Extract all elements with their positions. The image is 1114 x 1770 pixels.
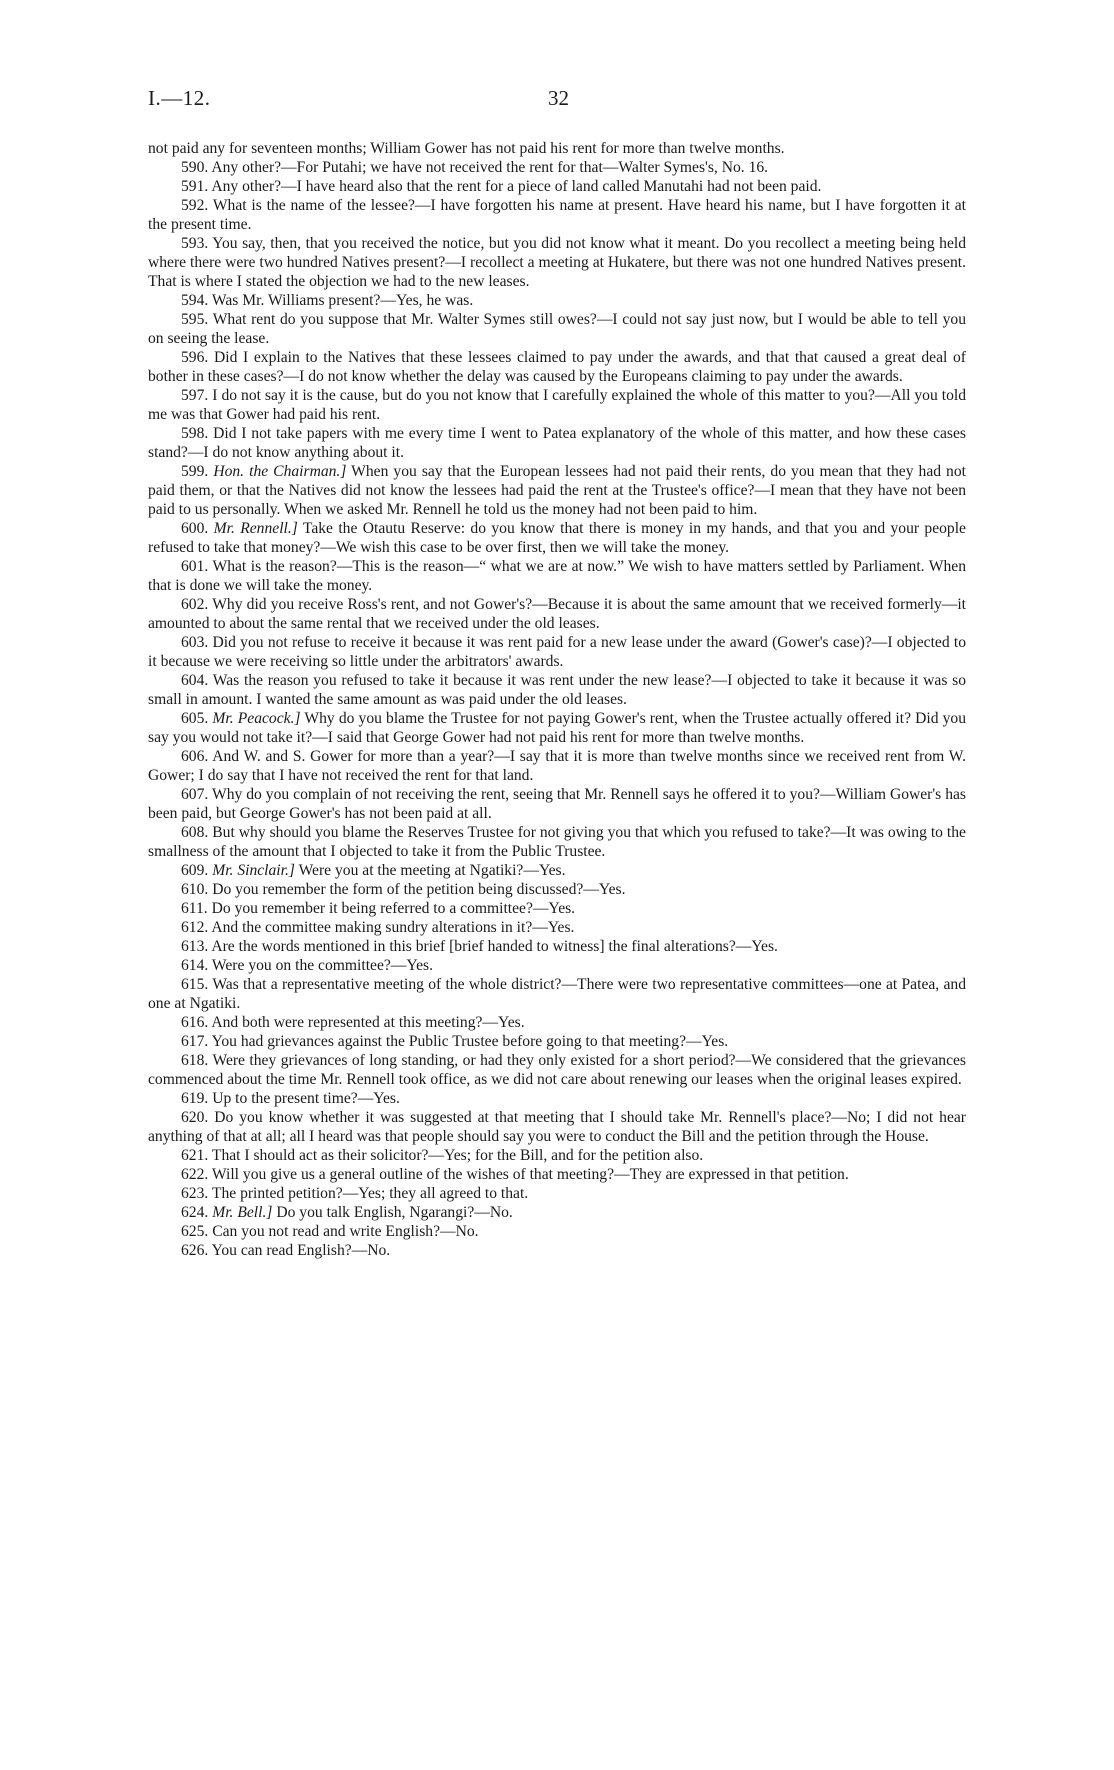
evidence-paragraph	[148, 177, 966, 196]
paragraph-text: not paid any for seventeen months; William Gower has not paid his rent for more than twelve months.	[148, 140, 785, 157]
paragraph-text: When you say that the European lessees had not paid their rents, do you mean that they had not paid them, or that the Natives did not know the lessees had paid the rent at the Trustee's office?—I mean that they have not been paid to us personally. When we asked Mr. Rennell he told us the money had not been paid to him.	[148, 463, 966, 518]
question-number: 617.	[181, 1033, 209, 1050]
paragraph-text: Do you remember it being referred to a committee?—Yes.	[211, 900, 576, 917]
question-number: 596.	[181, 349, 209, 366]
paragraph-text: Was Mr. Williams present?—Yes, he was.	[211, 292, 474, 309]
paragraph-text: What rent do you suppose that Mr. Walter Symes still owes?—I could not say just now, but I would be able to tell you on seeing the lease.	[148, 311, 967, 347]
question-number: 604.	[181, 672, 209, 689]
paragraph-text: Do you remember the form of the petition being discussed?—Yes.	[212, 881, 626, 898]
paragraph-text: I do not say it is the cause, but do you not know that I carefully explained the whole of this matter to you?—All you told me was that Gower had paid his rent.	[148, 387, 967, 423]
paragraph-text: Take the Otautu Reserve: do you know that there is money in my hands, and that you and your people refused to take that money?—We wish this case to be over first, then we will take the money.	[148, 520, 966, 556]
evidence-paragraph	[148, 1165, 966, 1184]
speaker-name: Hon. the Chairman.]	[213, 463, 347, 480]
question-number: 592.	[181, 197, 209, 214]
paragraph-text: Why do you complain of not receiving the rent, seeing that Mr. Rennell says he offered it to you?—William Gower's has been paid, but George Gower's has not been paid at all.	[148, 786, 966, 822]
question-number: 621.	[181, 1147, 209, 1164]
evidence-paragraph	[148, 1184, 966, 1203]
evidence-paragraph	[148, 899, 966, 918]
paragraph-text: Were you on the committee?—Yes.	[211, 957, 433, 974]
paragraph-text: That I should act as their solicitor?—Yes; for the Bill, and for the petition also.	[211, 1147, 704, 1164]
evidence-paragraph	[148, 519, 966, 557]
paragraph-text: And both were represented at this meeting?—Yes.	[211, 1014, 525, 1031]
question-number: 612.	[181, 919, 209, 936]
question-number: 608.	[181, 824, 209, 841]
question-number: 615.	[181, 976, 209, 993]
question-number: 616.	[181, 1014, 209, 1031]
question-number: 603.	[181, 634, 209, 651]
evidence-paragraph	[148, 671, 966, 709]
paragraph-text: You can read English?—No.	[211, 1242, 391, 1259]
evidence-paragraph	[148, 234, 966, 291]
evidence-paragraph	[148, 880, 966, 899]
question-number: 611.	[181, 900, 208, 917]
question-number: 622.	[181, 1166, 209, 1183]
paragraph-text: Are the words mentioned in this brief [brief handed to witness] the final alterations?—Yes.	[211, 938, 778, 955]
question-number: 613.	[181, 938, 209, 955]
question-number: 626.	[181, 1242, 209, 1259]
question-number: 620.	[181, 1109, 209, 1126]
evidence-paragraph	[148, 937, 966, 956]
evidence-paragraph	[148, 1013, 966, 1032]
question-number: 599.	[181, 463, 209, 480]
question-number: 607.	[181, 786, 209, 803]
evidence-paragraph	[148, 1146, 966, 1165]
question-number: 602.	[181, 596, 209, 613]
paragraph-text: Why did you receive Ross's rent, and not Gower's?—Because it is about the same amount that we received formerly—it amounted to about the same rental that we received under the old leases.	[148, 596, 967, 632]
paragraph-text: The printed petition?—Yes; they all agreed to that.	[211, 1185, 529, 1202]
evidence-paragraph	[148, 1051, 966, 1089]
evidence-paragraph	[148, 462, 966, 519]
question-number: 601.	[181, 558, 209, 575]
question-number: 609.	[181, 862, 209, 879]
question-number: 598.	[181, 425, 209, 442]
evidence-paragraph	[148, 291, 966, 310]
paragraph-text: You had grievances against the Public Trustee before going to that meeting?—Yes.	[211, 1033, 729, 1050]
paragraph-text: Any other?—For Putahi; we have not received the rent for that—Walter Symes's, No. 16.	[211, 159, 769, 176]
question-number: 591.	[181, 178, 209, 195]
evidence-paragraph	[148, 595, 966, 633]
paragraph-text: You say, then, that you received the notice, but you did not know what it meant. Do you recollect a meeting being held where there were two hundred Natives present?—I recollect a meeting at Hukatere, but there was not one hundred Natives present. That is where I stated the objection we had to the new leases.	[148, 235, 966, 290]
question-number: 624.	[181, 1204, 209, 1221]
question-number: 618.	[181, 1052, 209, 1069]
evidence-paragraph	[148, 956, 966, 975]
evidence-paragraph	[148, 747, 966, 785]
evidence-paragraph	[148, 1222, 966, 1241]
evidence-paragraph	[148, 424, 966, 462]
evidence-paragraph	[148, 975, 966, 1013]
speaker-name: Mr. Rennell.]	[213, 520, 298, 537]
document-reference: I.—12.	[148, 86, 211, 110]
paragraph-text: Any other?—I have heard also that the rent for a piece of land called Manutahi had not been paid.	[211, 178, 822, 195]
paragraph-text: Were you at the meeting at Ngatiki?—Yes.	[298, 862, 566, 879]
speaker-name: Mr. Bell.]	[212, 1204, 273, 1221]
evidence-paragraph	[148, 1241, 966, 1260]
evidence-paragraph	[148, 823, 966, 861]
question-number: 595.	[181, 311, 209, 328]
question-number: 590.	[181, 159, 209, 176]
evidence-paragraph	[148, 1032, 966, 1051]
paragraph-text: What is the reason?—This is the reason—“ what we are at now.” We wish to have matters settled by Parliament. When that is done we will take the money.	[148, 558, 966, 594]
speaker-name: Mr. Sinclair.]	[212, 862, 295, 879]
paragraph-text: Can you not read and write English?—No.	[212, 1223, 479, 1240]
paragraph-text: Were they grievances of long standing, or had they only existed for a short period?—We considered that the grievances commenced about the time Mr. Rennell took office, as we did not care about renewing our leases when the original leases expired.	[148, 1052, 966, 1088]
paragraph-text: Did you not refuse to receive it because it was rent paid for a new lease under the award (Gower's case)?—I objected to it because we were receiving so little under the arbitrators' awards.	[148, 634, 966, 670]
evidence-paragraph	[148, 196, 966, 234]
question-number: 623.	[181, 1185, 209, 1202]
evidence-paragraph	[148, 1089, 966, 1108]
evidence-paragraph	[148, 1203, 966, 1222]
question-number: 600.	[181, 520, 209, 537]
paragraph-text: Did I not take papers with me every time I went to Patea explanatory of the whole of this matter, and how these cases stand?—I do not know anything about it.	[148, 425, 966, 461]
question-number: 593.	[181, 235, 209, 252]
paragraph-text: Was the reason you refused to take it because it was rent under the new lease?—I objected to take it because it was so small in amount. I wanted the same amount as was paid under the old leases.	[148, 672, 967, 708]
evidence-paragraph	[148, 1108, 966, 1146]
question-number: 597.	[181, 387, 209, 404]
evidence-text	[148, 139, 966, 1260]
question-number: 610.	[181, 881, 209, 898]
question-number: 619.	[181, 1090, 209, 1107]
evidence-paragraph	[148, 348, 966, 386]
paragraph-text: Was that a representative meeting of the whole district?—There were two representative committees—one at Patea, and one at Ngatiki.	[148, 976, 966, 1012]
evidence-paragraph	[148, 785, 966, 823]
paragraph-text: But why should you blame the Reserves Trustee for not giving you that which you refused to take?—It was owing to the smallness of the amount that I objected to take it from the Public Trustee.	[148, 824, 966, 860]
paragraph-text: Will you give us a general outline of the wishes of that meeting?—They are expressed in that petition.	[211, 1166, 849, 1183]
paragraph-text: Why do you blame the Trustee for not paying Gower's rent, when the Trustee actually offered it? Did you say you would not take it?—I said that George Gower had not paid his rent for more than twelve months.	[148, 710, 967, 746]
paragraph-text: And W. and S. Gower for more than a year?—I say that it is more than twelve months since we received rent from W. Gower; I do say that I have not received the rent for that land.	[148, 748, 966, 784]
evidence-paragraph	[148, 633, 966, 671]
question-number: 605.	[181, 710, 209, 727]
paragraph-text: Do you know whether it was suggested at that meeting that I should take Mr. Rennell's place?—No; I did not hear anything of that at all; all I heard was that people should say you were to conduct the Bill and the petition through the House.	[148, 1109, 966, 1145]
speaker-name: Mr. Peacock.]	[212, 710, 301, 727]
question-number: 614.	[181, 957, 209, 974]
paragraph-text: Did I explain to the Natives that these lessees claimed to pay under the awards, and that that caused a great deal of bother in these cases?—I do not know whether the delay was caused by the Europeans claiming to pay under the awards.	[148, 349, 966, 385]
paragraph-text: Up to the present time?—Yes.	[212, 1090, 400, 1107]
evidence-paragraph	[148, 158, 966, 177]
evidence-paragraph	[148, 709, 966, 747]
evidence-paragraph	[148, 386, 966, 424]
evidence-paragraph	[148, 918, 966, 937]
paragraph-text: What is the name of the lessee?—I have forgotten his name at present. Have heard his name, but I have forgotten it at the present time.	[148, 197, 966, 233]
page-header	[148, 86, 966, 120]
evidence-paragraph	[148, 139, 966, 158]
page-number: 32	[548, 86, 569, 110]
paragraph-text: And the committee making sundry alterations in it?—Yes.	[211, 919, 575, 936]
evidence-paragraph	[148, 861, 966, 880]
evidence-paragraph	[148, 310, 966, 348]
question-number: 606.	[181, 748, 209, 765]
question-number: 594.	[181, 292, 209, 309]
question-number: 625.	[181, 1223, 209, 1240]
paragraph-text: Do you talk English, Ngarangi?—No.	[276, 1204, 513, 1221]
evidence-paragraph	[148, 557, 966, 595]
